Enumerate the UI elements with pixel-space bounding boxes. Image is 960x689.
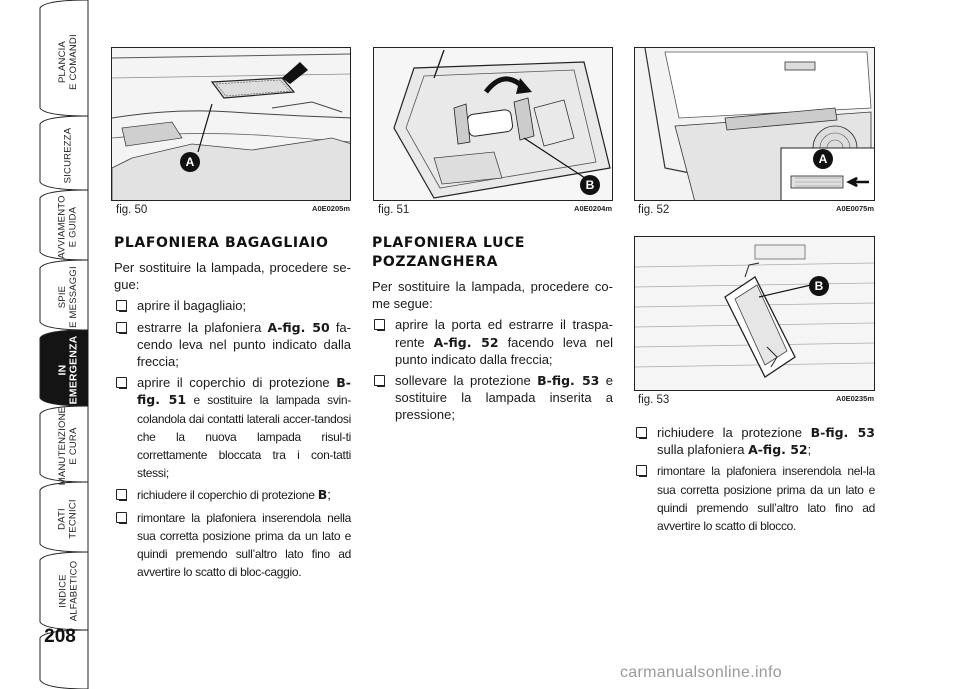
puddle-lamp-illustration (635, 237, 875, 391)
list-item: aprire il coperchio di protezione B-fig. 51 e sostituire la lampada svin-colandola dai contatti laterali accer-tandosi che la nuova lampada risul-ti correttamente bloccata tra i con-tatti stessi; (114, 374, 351, 482)
list-item: aprire la porta ed estrarre il traspa-rente A-fig. 52 facendo leva nel punto indicato dalla freccia; (372, 316, 613, 368)
figure-50-luggage-light (111, 47, 351, 201)
checkbox-bullet-icon (116, 300, 127, 311)
checkbox-bullet-icon (374, 319, 385, 330)
tab-spie-e-messaggi[interactable]: SPIE E MESSAGGI (57, 266, 79, 328)
checkbox-bullet-icon (116, 512, 127, 523)
tab-plancia-e-comandi[interactable]: PLANCIA E COMANDI (56, 34, 79, 90)
figure-52-code: A0E0075m (836, 204, 874, 213)
door-panel-illustration (635, 48, 875, 201)
figure-51-lamp-holder (373, 47, 613, 201)
page-number: 208 (44, 626, 76, 647)
column-puddle-light-continued (634, 420, 875, 539)
marker-b: B (580, 175, 600, 195)
list-item: richiudere il coperchio di protezione B; (114, 486, 351, 504)
figure-53-caption: fig. 53 (638, 394, 670, 406)
list-item: rimontare la plafoniera inserendola nella sua corretta posizione prima da un lato e quindi premendo sull’altro lato fino ad avvertire lo scatto di bloc-caggio. (114, 509, 351, 582)
checkbox-bullet-icon (116, 489, 127, 500)
list-item: rimontare la plafoniera inserendola nel-la sua corretta posizione prima da un lato e quindi premendo sull’altro lato fino ad avvertire lo scatto di blocco. (634, 462, 875, 535)
list-item: estrarre la plafoniera A-fig. 50 fa-cendo leva nel punto indicato dalla freccia; (114, 319, 351, 371)
tab-in-emergenza[interactable]: IN EMERGENZA (56, 335, 80, 405)
figure-51-code: A0E0204m (574, 204, 612, 213)
instruction-list (372, 316, 613, 423)
figure-53-puddle-lamp (634, 236, 875, 391)
section-title-plafoniera-bagagliaio: PLAFONIERA BAGAGLIAIO (114, 235, 329, 251)
lamp-holder-illustration (374, 48, 613, 201)
tab-sicurezza[interactable]: SICUREZZA (62, 127, 74, 183)
figure-53-code: A0E0235m (836, 394, 874, 403)
marker-b: B (809, 276, 829, 296)
list-item: sollevare la protezione B-fig. 53 e sostituire la lampada inserita a pressione; (372, 372, 613, 424)
marker-a: A (813, 149, 833, 169)
instruction-list (634, 424, 875, 535)
watermark: carmanualsonline.info (620, 664, 782, 681)
intro-text: Per sostituire la lampada, procedere co-me segue: (372, 279, 613, 312)
checkbox-bullet-icon (116, 377, 127, 388)
tab-manutenzione-e-cura[interactable]: MANUTENZIONE E CURA (57, 406, 79, 486)
figure-52-door-panel (634, 47, 875, 201)
intro-text: Per sostituire la lampada, procedere se-gue: (114, 260, 351, 293)
list-item: aprire il bagagliaio; (114, 297, 351, 314)
checkbox-bullet-icon (636, 465, 647, 476)
checkbox-bullet-icon (116, 322, 127, 333)
tab-dati-tecnici[interactable]: DATI TECNICI (57, 499, 79, 539)
checkbox-bullet-icon (374, 375, 385, 386)
section-title-plafoniera-luce-pozzanghera: PLAFONIERA LUCE POZZANGHERA (372, 235, 526, 270)
instruction-list (114, 297, 351, 581)
figure-50-caption: fig. 50 (116, 204, 148, 216)
tab-avviamento-e-guida[interactable]: AVVIAMENTO E GUIDA (57, 195, 80, 259)
column-puddle-light (372, 234, 613, 428)
figure-52-caption: fig. 52 (638, 204, 670, 216)
checkbox-bullet-icon (636, 427, 647, 438)
luggage-compartment-illustration (112, 48, 351, 201)
marker-a: A (180, 152, 200, 172)
tab-indice-alfabetico[interactable]: INDICE ALFABETICO (57, 560, 80, 622)
chapter-tab-sidebar (0, 0, 100, 689)
figure-50-code: A0E0205m (312, 204, 350, 213)
list-item: richiudere la protezione B-fig. 53 sulla plafoniera A-fig. 52; (634, 424, 875, 458)
column-luggage-light (114, 234, 351, 585)
figure-51-caption: fig. 51 (378, 204, 410, 216)
